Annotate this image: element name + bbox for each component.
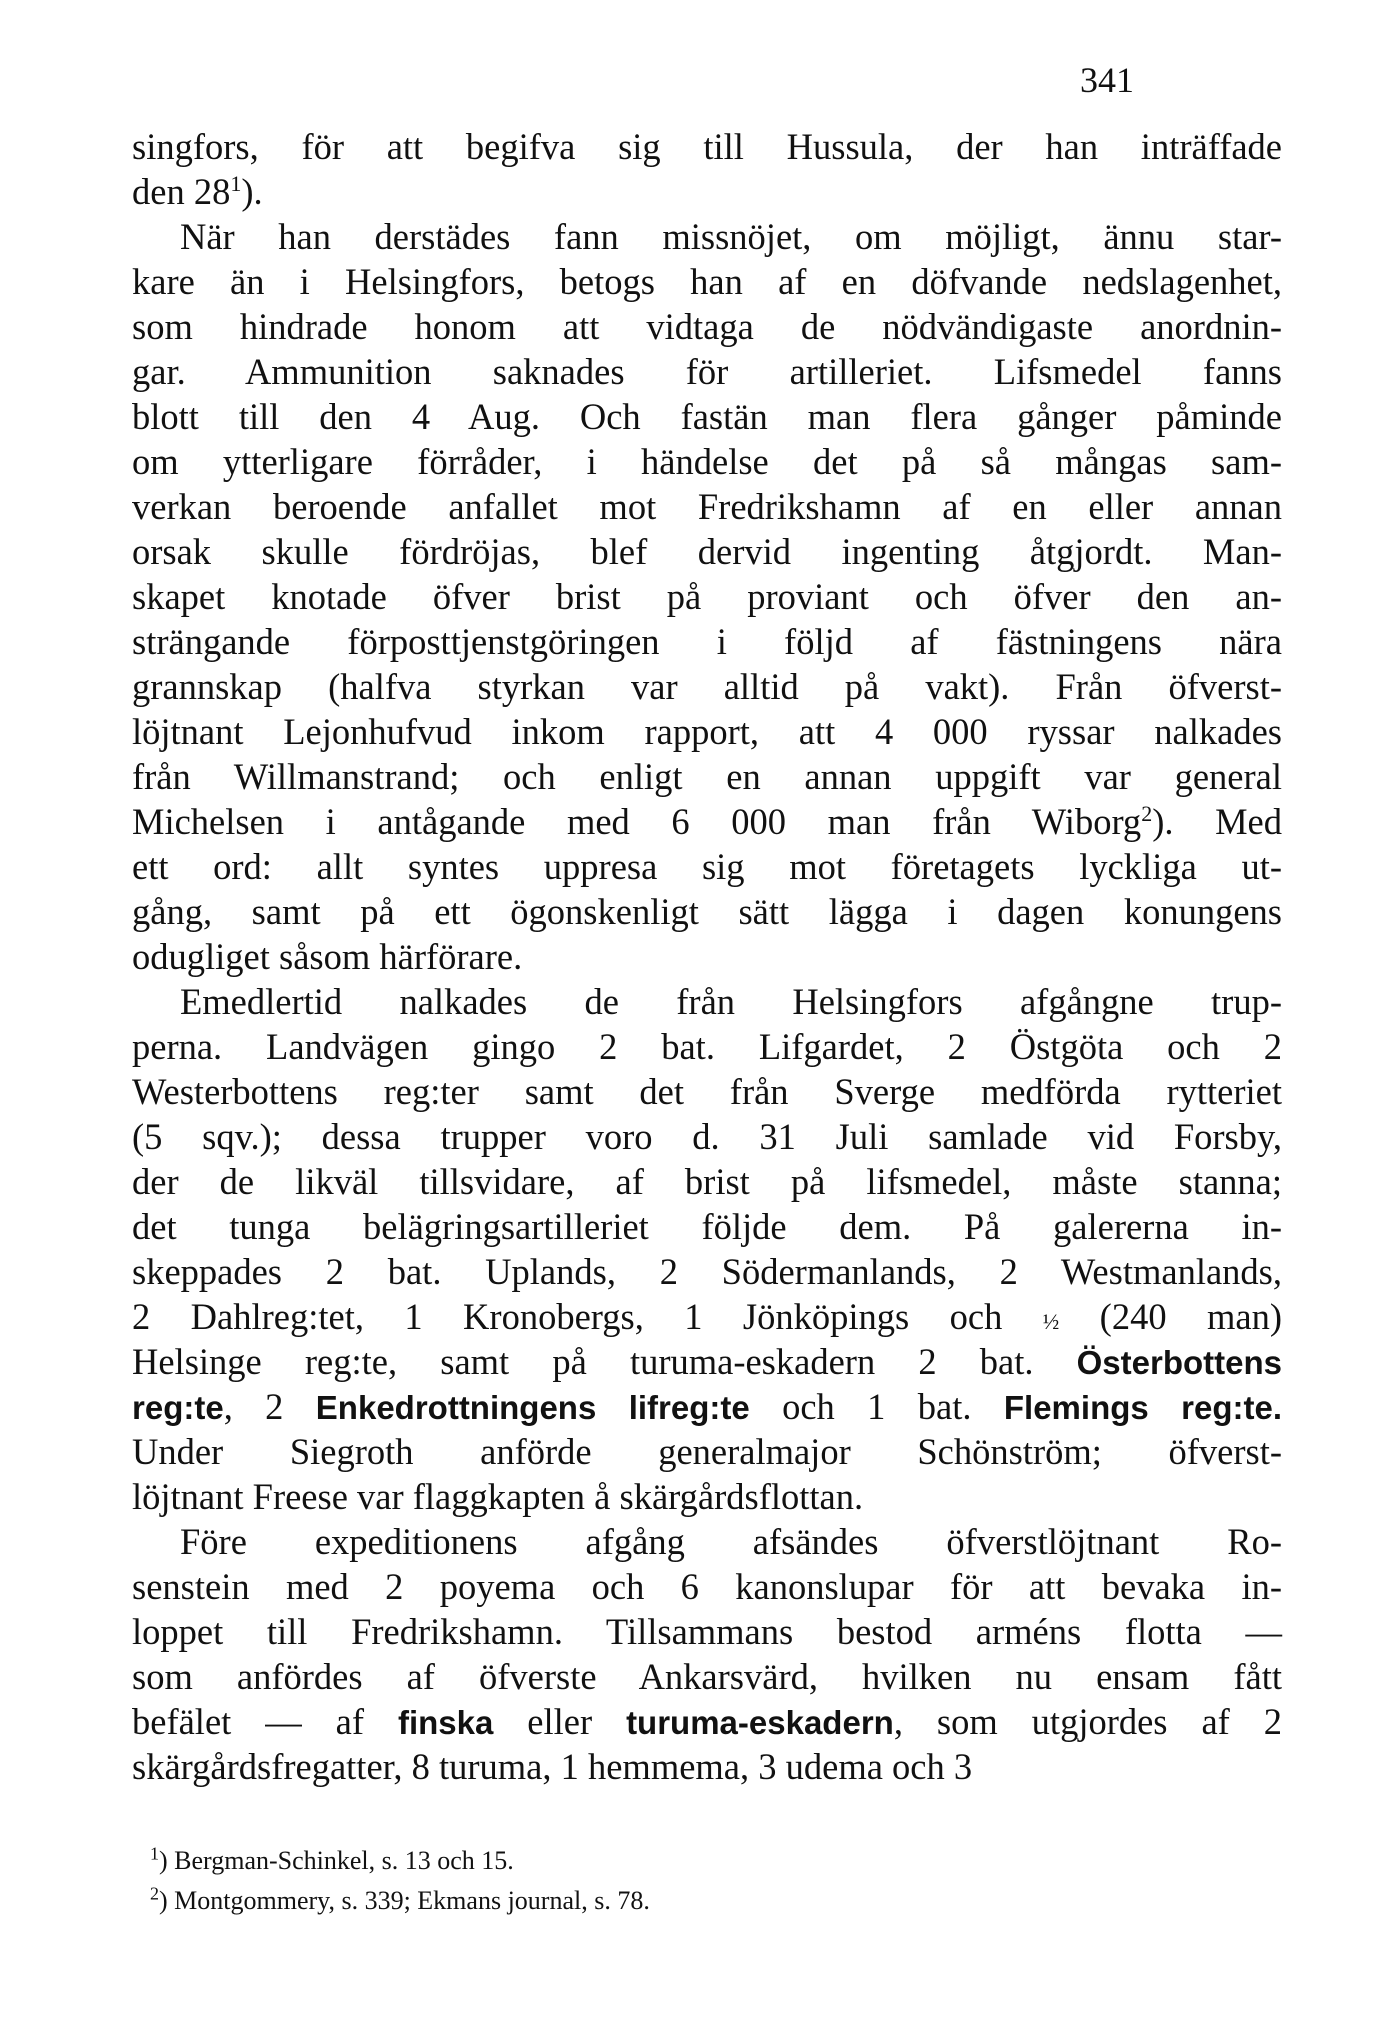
text-run: odugliget såsom härförare. xyxy=(132,936,523,977)
text-run: den 28 xyxy=(132,171,231,212)
text-run: senstein med 2 poyema och 6 kanonslupar för att bevaka in- xyxy=(132,1566,1282,1607)
text-run: orsak skulle fördröjas, blef dervid ingenting åtgjordt. Man- xyxy=(132,531,1282,572)
text-line xyxy=(132,1519,1282,1564)
text-run: det tunga belägringsartilleriet följde dem. På galererna in- xyxy=(132,1206,1282,1247)
text-line xyxy=(132,1159,1282,1204)
text-run: gång, samt på ett ögonskenligt sätt lägga i dagen konungens xyxy=(132,891,1282,932)
text-run: loppet till Fredrikshamn. Tillsammans bestod arméns flotta — xyxy=(132,1611,1282,1652)
footnote xyxy=(150,1881,1050,1921)
text-run: der de likväl tillsvidare, af brist på lifsmedel, måste stanna; xyxy=(132,1161,1282,1202)
text-run: och 1 bat. xyxy=(749,1386,1004,1427)
text-line xyxy=(132,754,1282,799)
footnote xyxy=(150,1841,1050,1881)
text-line xyxy=(132,394,1282,439)
text-line xyxy=(132,574,1282,619)
text-line xyxy=(132,1339,1282,1384)
text-run: gar. Ammunition saknades för artilleriet. Lifsmedel fanns xyxy=(132,351,1282,392)
text-run: skärgårdsfregatter, 8 turuma, 1 hemmema, 3 udema och 3 xyxy=(132,1746,973,1787)
bold-text: finska xyxy=(397,1704,494,1741)
footnote-mark: 1 xyxy=(150,1843,159,1864)
bold-text: Enkedrottningens lifreg:te xyxy=(315,1389,750,1426)
text-run: Westerbottens reg:ter samt det från Sverge medförda rytteriet xyxy=(132,1071,1282,1112)
text-run: (5 sqv.); dessa trupper voro d. 31 Juli samlade vid Forsby, xyxy=(132,1116,1282,1157)
text-run: skeppades 2 bat. Uplands, 2 Södermanlands, 2 Westmanlands, xyxy=(132,1251,1282,1292)
text-line xyxy=(132,619,1282,664)
text-line xyxy=(132,1564,1282,1609)
footnote-text: ) Bergman-Schinkel, s. 13 och 15. xyxy=(159,1846,514,1875)
text-line xyxy=(132,1294,1282,1339)
text-line xyxy=(132,124,1282,169)
text-line xyxy=(132,169,1282,214)
text-line xyxy=(132,844,1282,889)
text-run: grannskap (halfva styrkan var alltid på vakt). Från öfverst- xyxy=(132,666,1282,707)
text-run: Helsinge reg:te, samt på turuma-eskadern 2 bat. xyxy=(132,1341,1077,1382)
text-line xyxy=(132,1249,1282,1294)
text-line xyxy=(132,214,1282,259)
text-run: ). Med xyxy=(1152,801,1282,842)
footnote-reference: 2 xyxy=(1141,800,1153,826)
text-run: strängande förposttjenstgöringen i följd af fästningens nära xyxy=(132,621,1282,662)
footnote-reference: 1 xyxy=(230,170,242,196)
text-line xyxy=(132,1699,1282,1744)
bold-text: reg:te xyxy=(132,1389,224,1426)
text-line xyxy=(132,1024,1282,1069)
footnote-mark: 2 xyxy=(150,1883,159,1904)
text-run: löjtnant Freese var flaggkapten å skärgårdsflottan. xyxy=(132,1476,864,1517)
bold-text: Österbottens xyxy=(1076,1344,1282,1381)
text-line xyxy=(132,439,1282,484)
text-line xyxy=(132,1384,1282,1429)
bold-text: turuma-eskadern xyxy=(626,1704,894,1741)
text-line xyxy=(132,1744,1282,1789)
text-line xyxy=(132,979,1282,1024)
text-run: eller xyxy=(493,1701,627,1742)
text-run: som hindrade honom att vidtaga de nödvändigaste anordnin- xyxy=(132,306,1282,347)
body-text xyxy=(132,124,1282,1789)
text-run: 2 Dahlreg:tet, 1 Kronobergs, 1 Jönköpings och xyxy=(132,1296,1043,1337)
text-line xyxy=(132,484,1282,529)
text-run: perna. Landvägen gingo 2 bat. Lifgardet, 2 Östgöta och 2 xyxy=(132,1026,1282,1067)
text-run: som anfördes af öfverste Ankarsvärd, hvilken nu ensam fått xyxy=(132,1656,1282,1697)
text-line xyxy=(132,349,1282,394)
bold-text: Flemings reg:te. xyxy=(1003,1389,1282,1426)
text-run: När han derstädes fann missnöjet, om möjligt, ännu star- xyxy=(180,216,1282,257)
text-run: , som utgjordes af 2 xyxy=(893,1701,1282,1742)
text-run: Under Siegroth anförde generalmajor Schönström; öfverst- xyxy=(132,1431,1282,1472)
footnote-text: ) Montgommery, s. 339; Ekmans journal, s. 78. xyxy=(159,1886,650,1915)
text-line xyxy=(132,1114,1282,1159)
text-line xyxy=(132,664,1282,709)
text-line xyxy=(132,1429,1282,1474)
text-line xyxy=(132,1069,1282,1114)
text-line xyxy=(132,934,1282,979)
text-run: löjtnant Lejonhufvud inkom rapport, att 4 000 ryssar nalkades xyxy=(132,711,1282,752)
fraction: ½ xyxy=(1042,1309,1060,1334)
text-run: Före expeditionens afgång afsändes öfverstlöjtnant Ro- xyxy=(180,1521,1282,1562)
text-line xyxy=(132,259,1282,304)
text-run: Michelsen i antågande med 6 000 man från Wiborg xyxy=(132,801,1142,842)
text-line xyxy=(132,304,1282,349)
text-run: befälet — af xyxy=(132,1701,398,1742)
text-line xyxy=(132,1609,1282,1654)
page-number: 341 xyxy=(1080,60,1134,100)
text-run: ). xyxy=(241,171,263,212)
text-line xyxy=(132,1654,1282,1699)
text-run: ett ord: allt syntes uppresa sig mot företagets lyckliga ut- xyxy=(132,846,1282,887)
text-run: Emedlertid nalkades de från Helsingfors afgångne trup- xyxy=(180,981,1282,1022)
text-line xyxy=(132,529,1282,574)
text-run: (240 man) xyxy=(1059,1296,1282,1337)
text-run: singfors, för att begifva sig till Hussula, der han inträffade xyxy=(132,126,1282,167)
text-run: från Willmanstrand; och enligt en annan uppgift var general xyxy=(132,756,1282,797)
text-line xyxy=(132,889,1282,934)
text-line xyxy=(132,709,1282,754)
text-run: om ytterligare förråder, i händelse det på så mångas sam- xyxy=(132,441,1282,482)
text-run: kare än i Helsingfors, betogs han af en döfvande nedslagenhet, xyxy=(132,261,1282,302)
text-line xyxy=(132,799,1282,844)
text-run: skapet knotade öfver brist på proviant och öfver den an- xyxy=(132,576,1282,617)
text-line xyxy=(132,1474,1282,1519)
text-line xyxy=(132,1204,1282,1249)
text-run: , 2 xyxy=(223,1386,316,1427)
footnotes xyxy=(150,1841,1050,1921)
text-run: verkan beroende anfallet mot Fredrikshamn af en eller annan xyxy=(132,486,1282,527)
text-run: blott till den 4 Aug. Och fastän man flera gånger påminde xyxy=(132,396,1282,437)
